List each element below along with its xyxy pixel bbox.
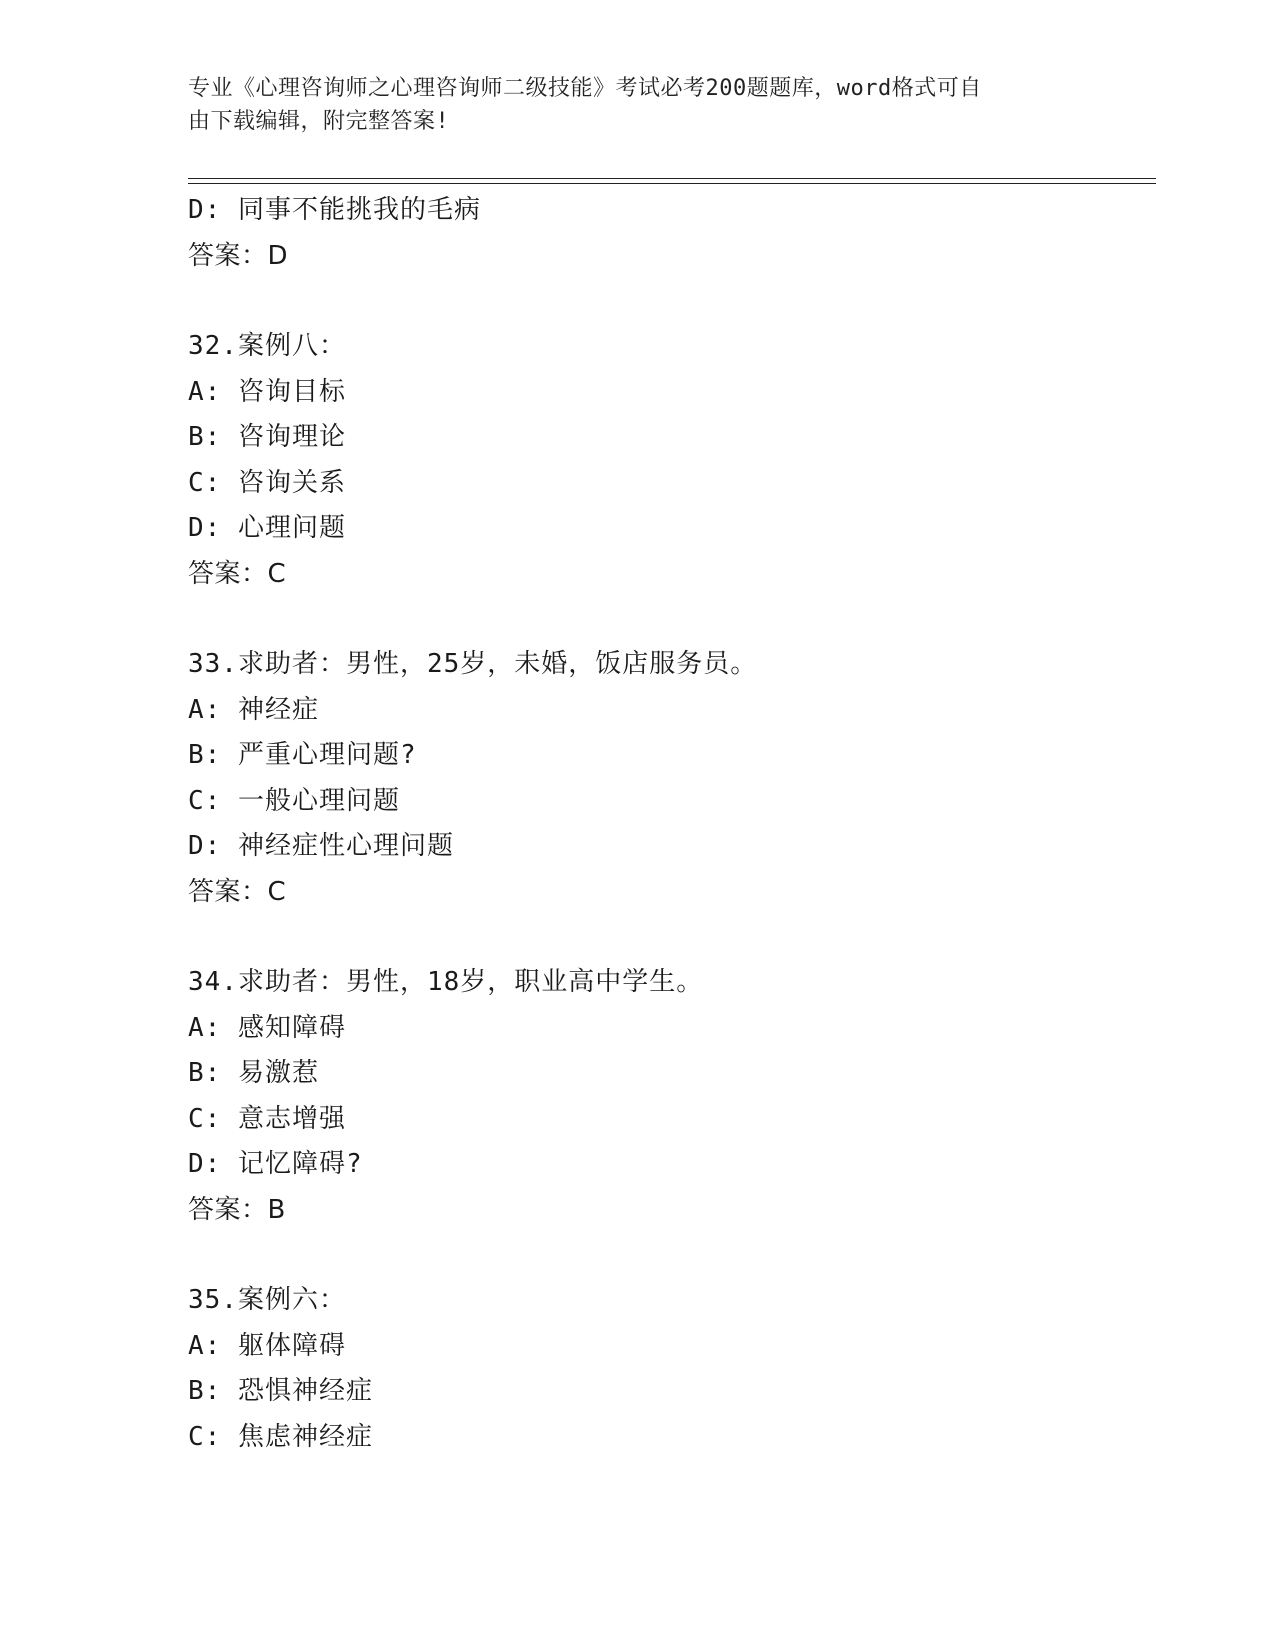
option-d: D: 神经症性心理问题 (188, 831, 454, 861)
option-b: B: 咨询理论 (188, 422, 346, 452)
option-a: A: 咨询目标 (188, 376, 346, 407)
question-35 (188, 1278, 1156, 1460)
question-34 (188, 960, 1156, 1233)
spacer (188, 279, 1156, 324)
answer-line: 答案：B (188, 1194, 286, 1225)
option-c: C: 一般心理问题 (188, 785, 400, 816)
header-divider-top (188, 178, 1156, 179)
option-d: D: 心理问题 (188, 513, 346, 543)
option-b: B: 易激惹 (188, 1058, 319, 1088)
spacer (188, 915, 1156, 960)
option-a: A: 躯体障碍 (188, 1330, 346, 1361)
question-stem: 33.求助者：男性，25岁，未婚，饭店服务员。 (188, 649, 758, 679)
header-divider-bottom (188, 183, 1156, 184)
document-header (188, 72, 1068, 138)
option-c: C: 咨询关系 (188, 467, 346, 498)
answer-line: 答案：D (188, 240, 289, 271)
option-d: D: 记忆障碍? (188, 1149, 363, 1179)
question-list (188, 188, 1156, 1460)
option-a: A: 感知障碍 (188, 1012, 346, 1043)
question-stem: 34.求助者：男性，18岁，职业高中学生。 (188, 967, 704, 997)
option-b: B: 恐惧神经症 (188, 1376, 373, 1406)
question-stem: 35.案例六： (188, 1285, 346, 1315)
answer-line: 答案：C (188, 558, 287, 589)
option-a: A: 神经症 (188, 694, 319, 725)
spacer (188, 1233, 1156, 1278)
question-32 (188, 324, 1156, 597)
question-stem: 32.案例八： (188, 331, 346, 361)
option-c: C: 焦虑神经症 (188, 1421, 373, 1452)
answer-line: 答案：C (188, 876, 287, 907)
spacer (188, 597, 1156, 642)
option-c: C: 意志增强 (188, 1103, 346, 1134)
option-d: D: 同事不能挑我的毛病 (188, 195, 481, 225)
header-title-line-1: 专业《心理咨询师之心理咨询师二级技能》考试必考200题题库，word格式可自 (188, 76, 982, 101)
question-33 (188, 642, 1156, 915)
option-b: B: 严重心理问题? (188, 740, 417, 770)
header-title-line-2: 由下载编辑，附完整答案! (188, 109, 450, 134)
